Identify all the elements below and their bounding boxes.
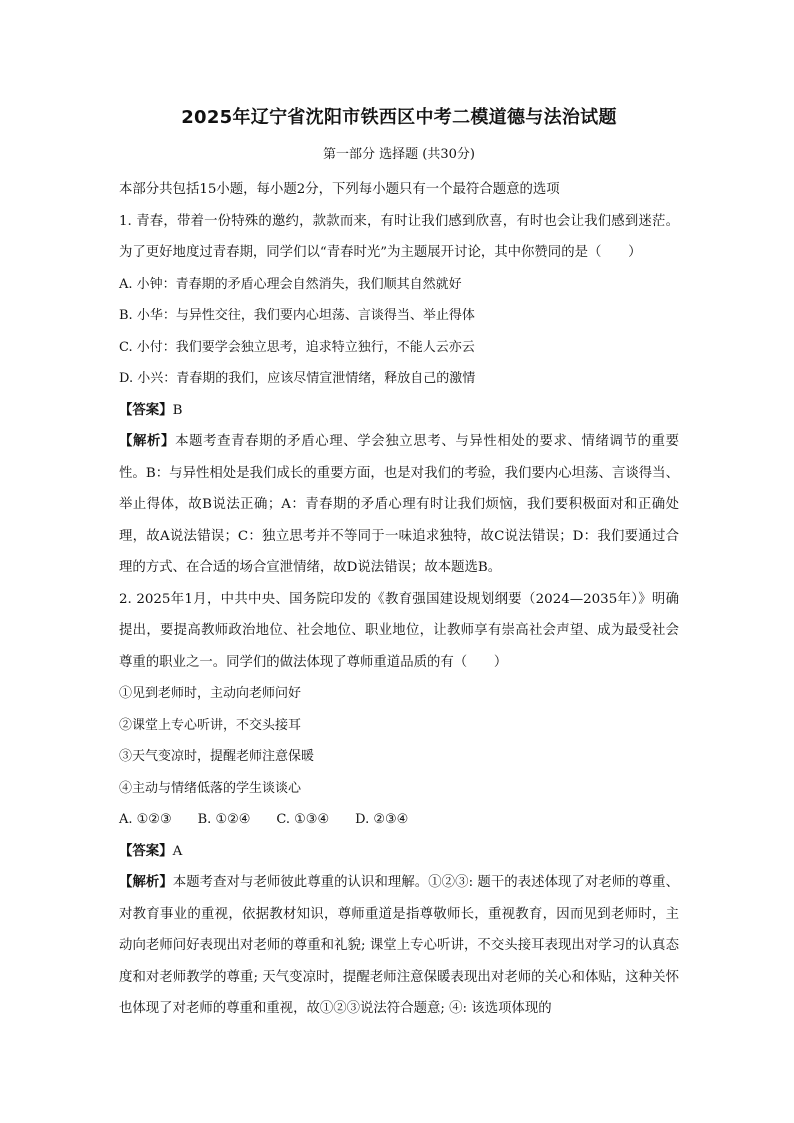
analysis-text: 本题考查对与老师彼此尊重的认识和理解。①②③: 题干的表述体现了对老师的尊重、对教育事业的重视，依据教材知识，尊师重道是指尊敬师长，重视教育，因而见到老师时，主动向老师问好表现出对老师的尊重和礼貌; 课堂上专心听讲，不交头接耳表现出对学习的认真态度和对老师教学的尊重; 天气变凉时，提醒老师注意保暖表现出对老师的关心和体贴，这种关怀也体现了对老师的尊重和重视，故①②③说法符合题意; ④: 该选项体现的 (119, 875, 680, 1016)
question-2-analysis (119, 867, 679, 1025)
analysis-text: 本题考查青春期的矛盾心理、学会独立思考、与异性相处的要求、情绪调节的重要性。B：与异性相处是我们成长的重要方面，也是对我们的考验，我们要内心坦荡、言谈得当、举止得体，故B说法正确；A：青春期的矛盾心理有时让我们烦恼，我们要积极面对和正确处理，故A说法错误；C：独立思考并不等同于一味追求独特，故C说法错误；D：我们要通过合理的方式、在合适的场合宣泄情绪，故D说法错误；故本题选B。 (119, 434, 679, 575)
document-page (119, 103, 679, 1025)
question-1-option-c: C. 小付：我们要学会独立思考，追求特立独行，不能人云亦云 (119, 339, 475, 355)
question-1-analysis (119, 426, 679, 584)
answer-value: B (172, 402, 183, 418)
question-2-answer (119, 836, 679, 868)
question-2-item-3: ③天气变凉时，提醒老师注意保暖 (119, 749, 315, 764)
answer-tag: 【答案】 (119, 401, 173, 418)
question-2-item-2: ②课堂上专心听讲，不交头接耳 (119, 717, 302, 733)
analysis-tag: 【解析】 (119, 433, 176, 449)
question-1-answer (119, 395, 679, 427)
page-title: 2025年辽宁省沈阳市铁西区中考二模道德与法治试题 (181, 107, 617, 128)
question-1-stem: 1. 青春，带着一份特殊的邀约，款款而来，有时让我们感到欣喜，有时也会让我们感到迷茫。为了更好地度过青春期，同学们以“青春时光”为主题展开讨论，其中你赞同的是（ ） (119, 213, 679, 260)
answer-value: A (172, 843, 183, 859)
question-2-choices (119, 804, 679, 836)
question-2-item-1: ①见到老师时，主动向老师问好 (119, 686, 302, 701)
question-1-option-b: B. 小华：与异性交往，我们要内心坦荡、言谈得当、举止得体 (119, 308, 475, 323)
question-1-option-a: A. 小钟：青春期的矛盾心理会自然消失，我们顺其自然就好 (119, 276, 462, 292)
choice-a: A. ①②③ (119, 812, 172, 827)
answer-tag: 【答案】 (119, 842, 173, 859)
choice-d: D. ②③④ (355, 812, 409, 827)
question-2-item-4: ④主动与情绪低落的学生谈谈心 (119, 780, 302, 796)
choice-b: B. ①②④ (197, 812, 251, 827)
instructions: 本部分共包括15小题，每小题2分，下列每小题只有一个最符合题意的选项 (119, 182, 560, 197)
question-1-option-d: D. 小兴：青春期的我们，应该尽情宣泄情绪，释放自己的激情 (119, 371, 476, 386)
section-subtitle: 第一部分 选择题 (共30分) (323, 147, 475, 162)
choice-c: C. ①③④ (276, 812, 330, 827)
question-2-stem: 2. 2025年1月，中共中央、国务院印发的《教育强国建设规划纲要（2024—2035年）》明确提出，要提高教师政治地位、社会地位、职业地位，让教师享有崇高社会声望、成为最受社会尊重的职业之一。同学们的做法体现了尊师重道品质的有（ ） (119, 591, 679, 670)
analysis-tag: 【解析】 (119, 874, 173, 890)
